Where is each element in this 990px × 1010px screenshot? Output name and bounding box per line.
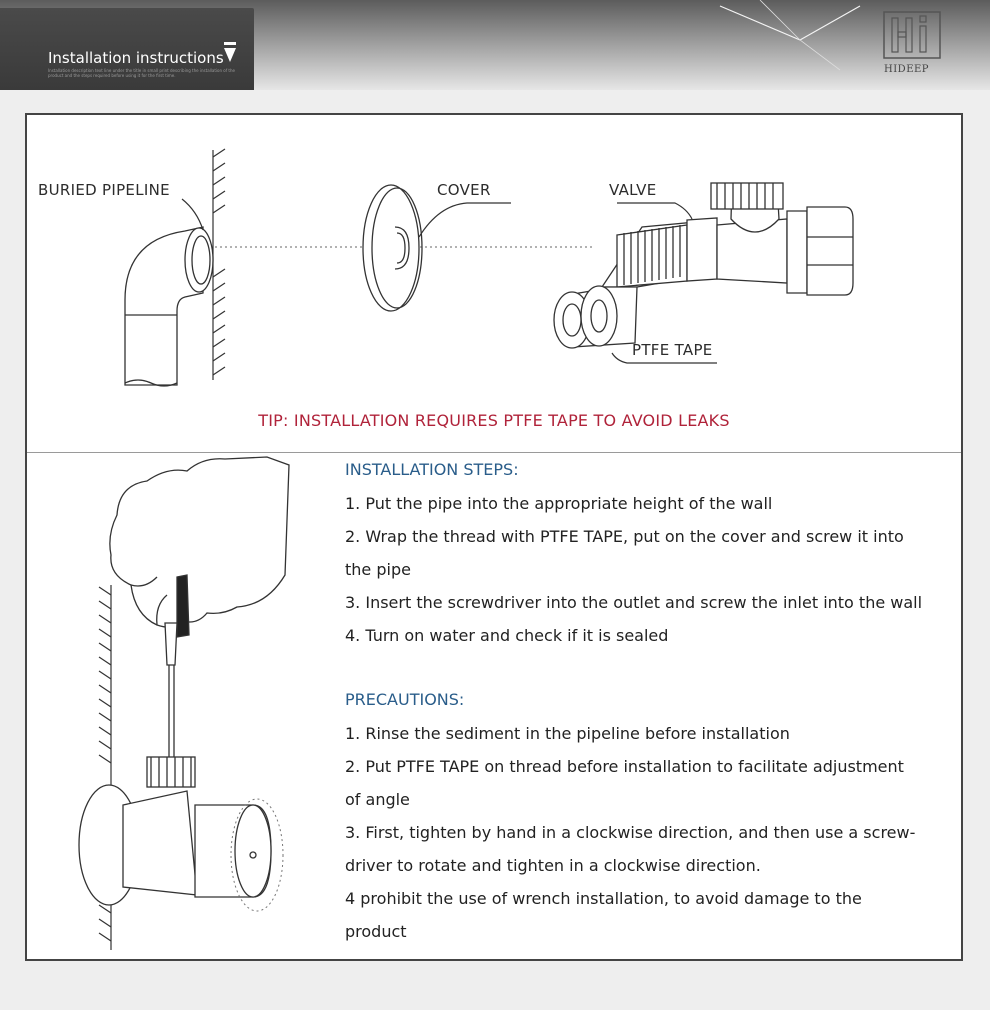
tab-title: Installation instructions — [48, 49, 224, 67]
label-cover: COVER — [437, 181, 491, 199]
steps-heading: INSTALLATION STEPS: — [345, 460, 519, 479]
brand-name: HIDEEP — [884, 64, 930, 75]
precaution-line: of angle — [345, 790, 410, 809]
buried-pipe — [125, 227, 213, 386]
buried-pipeline-leader — [182, 199, 203, 230]
precautions-heading: PRECAUTIONS: — [345, 690, 465, 709]
section-divider — [27, 452, 961, 453]
precaution-line: 4 prohibit the use of wrench installation, to avoid damage to the — [345, 889, 862, 908]
angle-valve — [602, 183, 853, 295]
precaution-line: driver to rotate and tighten in a clockwise direction. — [345, 856, 761, 875]
brand-logo-icon — [882, 10, 944, 60]
install-illustration — [27, 455, 327, 955]
exploded-diagram — [27, 115, 961, 405]
step-line: 3. Insert the screwdriver into the outlet and screw the inlet into the wall — [345, 593, 923, 612]
label-buried-pipeline: BURIED PIPELINE — [38, 181, 170, 199]
step-line: 4. Turn on water and check if it is sealed — [345, 626, 669, 645]
precaution-line: 1. Rinse the sediment in the pipeline before installation — [345, 724, 790, 743]
instruction-panel — [25, 113, 963, 961]
step-line: 1. Put the pipe into the appropriate height of the wall — [345, 494, 773, 513]
screwdriver — [165, 623, 177, 765]
precaution-line: 2. Put PTFE TAPE on thread before installation to facilitate adjustment — [345, 757, 904, 776]
installed-valve — [79, 757, 271, 905]
tip-text: TIP: INSTALLATION REQUIRES PTFE TAPE TO AVOID LEAKS — [258, 411, 730, 430]
label-valve: VALVE — [609, 181, 657, 199]
title-tab — [0, 8, 254, 90]
ptfe-tape — [554, 286, 637, 348]
valve-leader — [617, 203, 692, 219]
step-line: the pipe — [345, 560, 411, 579]
wall-left — [213, 149, 225, 380]
cover-disc — [363, 185, 422, 311]
step-line: 2. Wrap the thread with PTFE TAPE, put on the cover and screw it into — [345, 527, 904, 546]
hand — [110, 457, 289, 637]
label-ptfe-tape: PTFE TAPE — [632, 341, 713, 359]
cover-leader — [419, 203, 511, 237]
down-arrow-icon — [222, 42, 238, 64]
precaution-line: 3. First, tighten by hand in a clockwise direction, and then use a screw- — [345, 823, 916, 842]
tab-subtitle: Installation description text line under the title in small print describing the installation of the product and the steps required before using it for the first time. — [48, 68, 235, 78]
precaution-line: product — [345, 922, 407, 941]
